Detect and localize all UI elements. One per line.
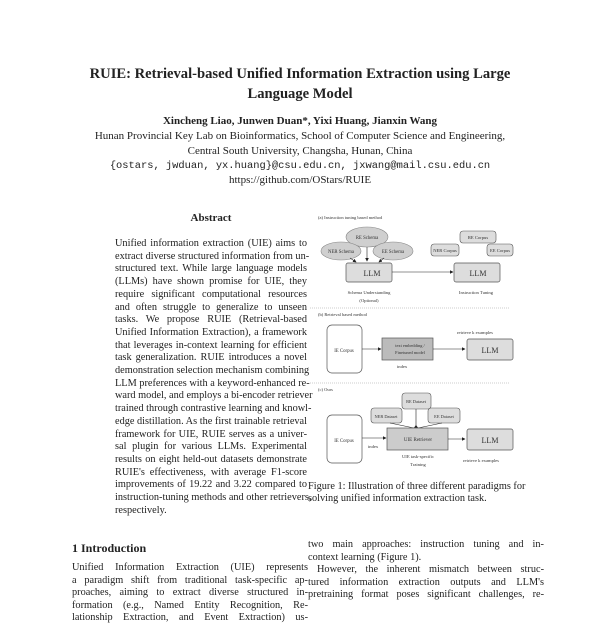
panel-b-label: (b) Retrieval based method bbox=[318, 312, 367, 317]
svg-text:RE Dataset: RE Dataset bbox=[406, 399, 426, 404]
svg-text:RE Schema: RE Schema bbox=[355, 236, 379, 241]
svg-text:EE Schema: EE Schema bbox=[381, 250, 405, 255]
instruction-tuning-label: Instruction Tuning bbox=[458, 290, 494, 295]
svg-text:NER Corpus: NER Corpus bbox=[433, 248, 457, 253]
svg-text:LLM: LLM bbox=[363, 269, 381, 278]
text-line: require significant computational resources bbox=[115, 288, 307, 300]
index-label-c: index bbox=[368, 444, 379, 449]
text-line: and often struggle to generalize to unseen bbox=[115, 301, 307, 313]
abstract-heading: Abstract bbox=[190, 212, 232, 224]
llm-box-b bbox=[467, 339, 513, 360]
text-line: respectively. bbox=[115, 504, 167, 516]
text-line: Unified Information Extraction), a framework bbox=[115, 326, 307, 338]
svg-text:LLM: LLM bbox=[469, 269, 487, 278]
text-line: pretraining format poses significant challenges, re- bbox=[308, 589, 544, 601]
affiliation-line-1: Hunan Provincial Key Lab on Bioinformatics, School of Computer Science and Engineering, bbox=[94, 130, 506, 142]
llm-box-a2 bbox=[454, 263, 500, 282]
text-line: Unified information extraction (UIE) aims to bbox=[115, 238, 307, 249]
text-line: extract diverse structured information from un- bbox=[115, 250, 310, 262]
ie-corpus-c bbox=[327, 415, 362, 463]
text-line: Unified Information Extraction (UIE) represents bbox=[72, 562, 308, 573]
text-line: However, the inherent mismatch between struc- bbox=[317, 564, 544, 576]
authors: Xincheng Liao, Junwen Duan*, Yixi Huang, Jianxin Wang bbox=[162, 115, 438, 127]
figure-caption-line-2: solving unified information extraction task. bbox=[308, 493, 487, 504]
ie-corpus-b bbox=[327, 325, 362, 373]
figure-caption-line-1: Figure 1: Illustration of three different paradigms for bbox=[308, 481, 526, 492]
uie-retriever-box bbox=[387, 428, 448, 450]
uie-training-label-2: Training bbox=[410, 462, 426, 467]
text-line: (LLMs) have shown promise for UIE, they bbox=[115, 276, 307, 288]
svg-text:LLM: LLM bbox=[481, 346, 499, 355]
svg-text:Finetuned model: Finetuned model bbox=[395, 350, 425, 355]
text-line: two main approaches: instruction tuning and in- bbox=[308, 539, 544, 550]
text-line: that leverages in-context learning for efficient bbox=[115, 339, 307, 351]
ee-dataset-node bbox=[428, 408, 460, 423]
panel-c-label: (c) Ours bbox=[318, 387, 333, 392]
re-corpus-node bbox=[460, 231, 496, 243]
svg-text:NER Schema: NER Schema bbox=[328, 250, 354, 255]
text-line: structured text. While large language models bbox=[115, 263, 307, 275]
text-line: tured information extraction outputs and LLM's bbox=[308, 576, 544, 588]
emails: {ostars, jwduan, yx.huang}@csu.edu.cn, jxwang@mail.csu.edu.cn bbox=[109, 160, 491, 172]
ner-schema-node bbox=[321, 242, 361, 260]
text-line: tasks. We propose RUIE (Retrieval-based bbox=[115, 314, 307, 326]
svg-text:NER Dataset: NER Dataset bbox=[374, 414, 398, 419]
text-line: edge distillation. As the first trainable retrieval bbox=[115, 415, 307, 427]
text-line: RUIE's effectiveness, with average F1-score bbox=[115, 466, 307, 478]
repo-url[interactable]: https://github.com/OStars/RUIE bbox=[228, 174, 372, 186]
optional-label: (Optional) bbox=[359, 298, 379, 303]
paper-title-line-1: RUIE: Retrieval-based Unified Information Extraction using Large bbox=[89, 66, 511, 82]
svg-text:text embedding /: text embedding / bbox=[395, 343, 425, 348]
embedding-model-box bbox=[382, 338, 433, 360]
text-line: demonstration selection mechanism combining bbox=[115, 365, 310, 376]
svg-text:EE Dataset: EE Dataset bbox=[434, 414, 454, 419]
panel-a-label: (a) Instruction tuning based method bbox=[318, 215, 383, 220]
uie-training-label-1: UIE task-specific bbox=[401, 454, 435, 459]
text-line: results on eight held-out datasets demonstrate bbox=[115, 453, 307, 465]
text-line: sal plugin for various LLMs. Experimental bbox=[115, 441, 307, 453]
svg-text:EE Corpus: EE Corpus bbox=[489, 248, 511, 253]
text-line: lationship Extraction, and Event Extraction) us- bbox=[72, 612, 308, 624]
text-line: proaches, aiming to extract diverse structured in- bbox=[72, 587, 308, 599]
ee-corpus-node bbox=[487, 244, 513, 256]
ner-dataset-node bbox=[371, 408, 402, 423]
text-line: formation (e.g., Named Entity Recognition, Re- bbox=[72, 599, 308, 611]
text-line: ward model, and employs a bi-encoder retriever bbox=[115, 390, 313, 402]
text-line: trained through contrastive learning and knowl- bbox=[115, 403, 312, 415]
index-label-b: index bbox=[397, 364, 408, 369]
paper-title-line-2: Language Model bbox=[247, 86, 353, 102]
ner-corpus-node bbox=[431, 244, 459, 256]
svg-text:LLM: LLM bbox=[481, 436, 499, 445]
re-dataset-node bbox=[402, 393, 431, 409]
text-line: improvements of 19.22 and 3.22 compared to bbox=[115, 479, 307, 491]
retrieve-k-label-b: retrieve k examples bbox=[457, 330, 493, 335]
svg-text:RE Corpus: RE Corpus bbox=[467, 235, 489, 240]
text-line: context learning (Figure 1). bbox=[308, 551, 422, 563]
retrieve-k-label-c: retrieve k examples bbox=[463, 458, 499, 463]
ee-schema-node bbox=[373, 242, 413, 260]
schema-understanding-label: Schema Understanding bbox=[347, 290, 391, 295]
affiliation-line-2: Central South University, Changsha, Hunan, China bbox=[187, 145, 413, 157]
text-line: instruction-tuning methods and other retrievers, bbox=[115, 492, 312, 503]
text-line: LLM preferences with a keyword-enhanced re- bbox=[115, 377, 310, 389]
llm-box-c bbox=[467, 429, 513, 450]
llm-box-a1 bbox=[346, 263, 392, 282]
svg-text:UIE Retriever: UIE Retriever bbox=[403, 438, 433, 443]
svg-text:IE Corpus: IE Corpus bbox=[334, 349, 354, 354]
text-line: framework for UIE, RUIE serves as a univer- bbox=[115, 428, 307, 440]
text-line: task generalization. RUIE introduces a novel bbox=[115, 352, 307, 364]
introduction-heading: 1 Introduction bbox=[72, 541, 147, 555]
svg-text:IE Corpus: IE Corpus bbox=[334, 439, 354, 444]
text-line: a paradigm shift from traditional task-specific ap- bbox=[72, 574, 308, 586]
